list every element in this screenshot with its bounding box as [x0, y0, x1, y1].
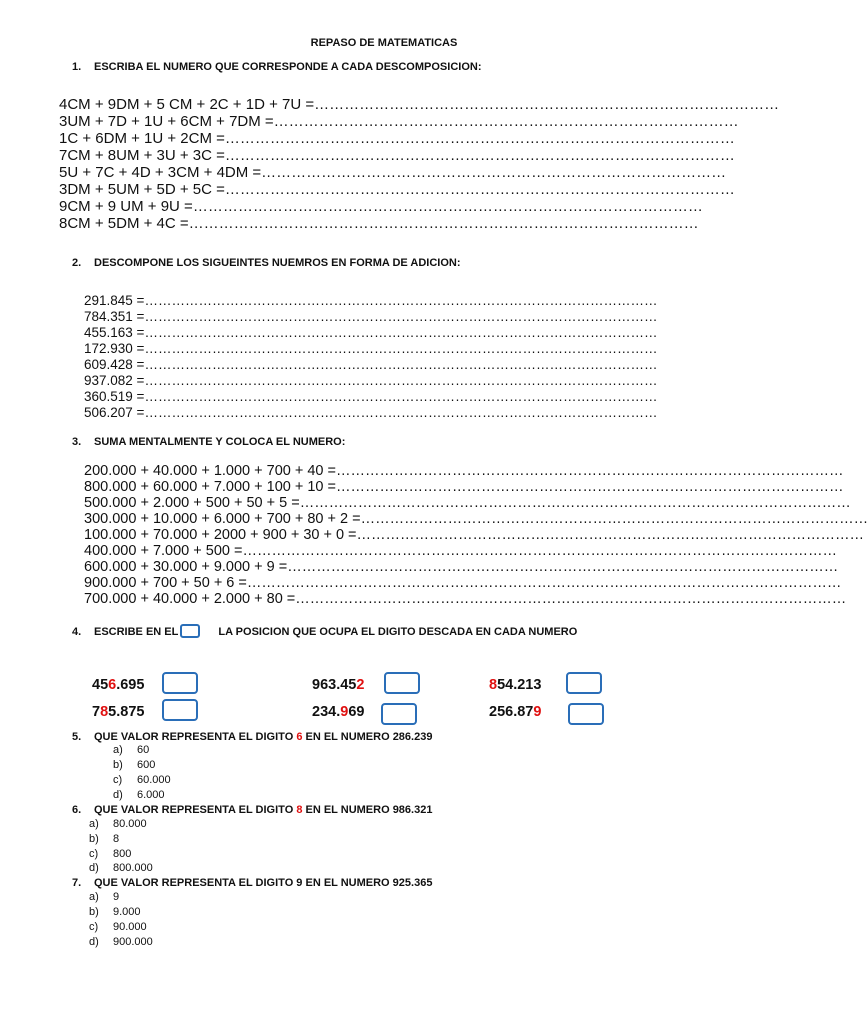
number-text: 784.351 =: [84, 309, 145, 324]
highlighted-digit: 9: [340, 704, 349, 720]
option-c[interactable]: c) 800: [89, 848, 132, 860]
question-number: 6.: [72, 804, 82, 816]
question-1-heading: [72, 61, 481, 73]
question-text: QUE VALOR REPRESENTA EL DIGITO 9 EN EL NUMERO 925.365: [94, 877, 433, 889]
addition-line[interactable]: 506.207 =……………………………………………………………………………………………………: [84, 405, 658, 420]
number-text: 937.082 =: [84, 373, 145, 388]
decomposition-line[interactable]: 1C + 6DM + 1U + 2CM =…………………………………………………………………………………………: [59, 130, 735, 147]
question-number: 7.: [72, 877, 82, 889]
option-b[interactable]: b) 8: [89, 833, 120, 845]
question-text: DESCOMPONE LOS SIGUEINTES NUEMROS EN FORMA DE ADICION:: [94, 257, 461, 269]
question-3-heading: [72, 436, 345, 448]
number-item: 854.213: [489, 677, 542, 693]
addition-line[interactable]: 360.519 =……………………………………………………………………………………………………: [84, 389, 658, 404]
sum-text: 600.000 + 30.000 + 9.000 + 9 =: [84, 559, 288, 575]
answer-box[interactable]: [381, 703, 417, 725]
highlighted-digit: 8: [296, 804, 303, 816]
option-d[interactable]: d) 6.000: [113, 789, 165, 801]
sum-line[interactable]: 100.000 + 70.000 + 2000 + 900 + 30 + 0 =……………………………………………………………………………………………: [84, 527, 865, 543]
decomposition-line[interactable]: 3UM + 7D + 1U + 6CM + 7DM =…………………………………………………………………………………: [59, 113, 739, 130]
option-d[interactable]: d) 800.000: [89, 862, 153, 874]
question-text: ESCRIBA EL NUMERO QUE CORRESPONDE A CADA DESCOMPOSICION:: [94, 61, 482, 73]
addition-line[interactable]: 784.351 =……………………………………………………………………………………………………: [84, 309, 658, 324]
question-4-heading: [72, 624, 577, 638]
answer-box[interactable]: [384, 672, 420, 694]
addition-line[interactable]: 291.845 =……………………………………………………………………………………………………: [84, 293, 658, 308]
sum-text: 100.000 + 70.000 + 2000 + 900 + 30 + 0 =: [84, 527, 357, 543]
page-title: REPASO DE MATEMATICAS: [310, 37, 458, 49]
sum-text: 800.000 + 60.000 + 7.000 + 100 + 10 =: [84, 479, 336, 495]
number-item: 963.452: [312, 677, 365, 693]
question-text-b: LA POSICION QUE OCUPA EL DIGITO DESCADA EN CADA NUMERO: [218, 626, 578, 638]
sum-text: 500.000 + 2.000 + 500 + 50 + 5 =: [84, 495, 300, 511]
option-b[interactable]: b) 600: [113, 759, 156, 771]
sum-line[interactable]: 900.000 + 700 + 50 + 6 =……………………………………………………………………………………………………………: [84, 575, 842, 591]
decomposition-text: 1C + 6DM + 1U + 2CM =: [59, 130, 225, 147]
addition-line[interactable]: 455.163 =……………………………………………………………………………………………………: [84, 325, 658, 340]
addition-line[interactable]: 937.082 =……………………………………………………………………………………………………: [84, 373, 658, 388]
decomposition-line[interactable]: 5U + 7C + 4D + 3CM + 4DM =…………………………………………………………………………………: [59, 164, 727, 181]
sum-text: 400.000 + 7.000 + 500 =: [84, 543, 243, 559]
decomposition-text: 7CM + 8UM + 3U + 3C =: [59, 147, 225, 164]
answer-box[interactable]: [162, 672, 198, 694]
highlighted-digit: 9: [533, 704, 542, 720]
answer-box-icon: [180, 624, 200, 638]
highlighted-digit: 8: [489, 677, 498, 693]
decomposition-text: 4CM + 9DM + 5 CM + 2C + 1D + 7U =: [59, 96, 315, 113]
question-5-heading: 5. QUE VALOR REPRESENTA EL DIGITO 6 EN EL NUMERO 286.239: [72, 731, 433, 743]
highlighted-digit: 8: [100, 704, 109, 720]
decomposition-text: 3UM + 7D + 1U + 6CM + 7DM =: [59, 113, 274, 130]
sum-line[interactable]: 200.000 + 40.000 + 1.000 + 700 + 40 =……………………………………………………………………………………………: [84, 463, 844, 479]
decomposition-text: 5U + 7C + 4D + 3CM + 4DM =: [59, 164, 262, 181]
option-d[interactable]: d) 900.000: [89, 936, 153, 948]
question-number: 2.: [72, 257, 82, 269]
question-number: 4.: [72, 626, 82, 638]
option-a[interactable]: a) 9: [89, 891, 120, 903]
number-item: 785.875: [92, 704, 145, 720]
question-2-heading: [72, 257, 461, 269]
question-number: 1.: [72, 61, 82, 73]
decomposition-text: 3DM + 5UM + 5D + 5C =: [59, 181, 225, 198]
decomposition-line[interactable]: 4CM + 9DM + 5 CM + 2C + 1D + 7U =…………………………………………………………………………………: [59, 96, 780, 113]
sum-line[interactable]: 800.000 + 60.000 + 7.000 + 100 + 10 =……………………………………………………………………………………………: [84, 479, 844, 495]
addition-line[interactable]: 609.428 =……………………………………………………………………………………………………: [84, 357, 658, 372]
option-a[interactable]: a) 60: [113, 744, 150, 756]
decomposition-line[interactable]: 7CM + 8UM + 3U + 3C =…………………………………………………………………………………………: [59, 147, 735, 164]
decomposition-line[interactable]: 9CM + 9 UM + 9U =…………………………………………………………………………………………: [59, 198, 703, 215]
decomposition-text: 8CM + 5DM + 4C =: [59, 215, 189, 232]
option-c[interactable]: c) 90.000: [89, 921, 147, 933]
option-c[interactable]: c) 60.000: [113, 774, 171, 786]
question-text: SUMA MENTALMENTE Y COLOCA EL NUMERO:: [94, 436, 346, 448]
question-7-heading: [72, 877, 432, 889]
number-text: 172.930 =: [84, 341, 145, 356]
number-text: 455.163 =: [84, 325, 145, 340]
decomposition-text: 9CM + 9 UM + 9U =: [59, 198, 193, 215]
question-number: 5.: [72, 731, 82, 743]
sum-line[interactable]: 500.000 + 2.000 + 500 + 50 + 5 =……………………………………………………………………………………………………: [84, 495, 851, 511]
option-a[interactable]: a) 80.000: [89, 818, 147, 830]
highlighted-digit: 2: [356, 677, 365, 693]
sum-text: 900.000 + 700 + 50 + 6 =: [84, 575, 247, 591]
number-text: 360.519 =: [84, 389, 145, 404]
option-b[interactable]: b) 9.000: [89, 906, 141, 918]
sum-line[interactable]: 400.000 + 7.000 + 500 =……………………………………………………………………………………………………………: [84, 543, 837, 559]
addition-line[interactable]: 172.930 =……………………………………………………………………………………………………: [84, 341, 658, 356]
number-text: 506.207 =: [84, 405, 145, 420]
answer-box[interactable]: [568, 703, 604, 725]
number-text: 291.845 =: [84, 293, 145, 308]
sum-line[interactable]: 300.000 + 10.000 + 6.000 + 700 + 80 + 2 =……………………………………………………………………………………………: [84, 511, 868, 527]
sum-text: 700.000 + 40.000 + 2.000 + 80 =: [84, 591, 296, 607]
question-6-heading: 6. QUE VALOR REPRESENTA EL DIGITO 8 EN EL NUMERO 986.321: [72, 804, 433, 816]
highlighted-digit: 6: [296, 731, 303, 743]
sum-line[interactable]: 700.000 + 40.000 + 2.000 + 80 =……………………………………………………………………………………………………: [84, 591, 847, 607]
answer-box[interactable]: [566, 672, 602, 694]
number-item: 456.695: [92, 677, 145, 693]
number-text: 609.428 =: [84, 357, 145, 372]
sum-text: 300.000 + 10.000 + 6.000 + 700 + 80 + 2 =: [84, 511, 361, 527]
question-number: 3.: [72, 436, 82, 448]
sum-line[interactable]: 600.000 + 30.000 + 9.000 + 9 =……………………………………………………………………………………………………: [84, 559, 839, 575]
highlighted-digit: 6: [108, 677, 117, 693]
answer-box[interactable]: [162, 699, 198, 721]
decomposition-line[interactable]: 3DM + 5UM + 5D + 5C =…………………………………………………………………………………………: [59, 181, 735, 198]
number-item: 256.879: [489, 704, 542, 720]
question-text-a: ESCRIBE EN EL: [94, 626, 179, 638]
sum-text: 200.000 + 40.000 + 1.000 + 700 + 40 =: [84, 463, 336, 479]
decomposition-line[interactable]: 8CM + 5DM + 4C =…………………………………………………………………………………………: [59, 215, 699, 232]
number-item: 234.969: [312, 704, 365, 720]
